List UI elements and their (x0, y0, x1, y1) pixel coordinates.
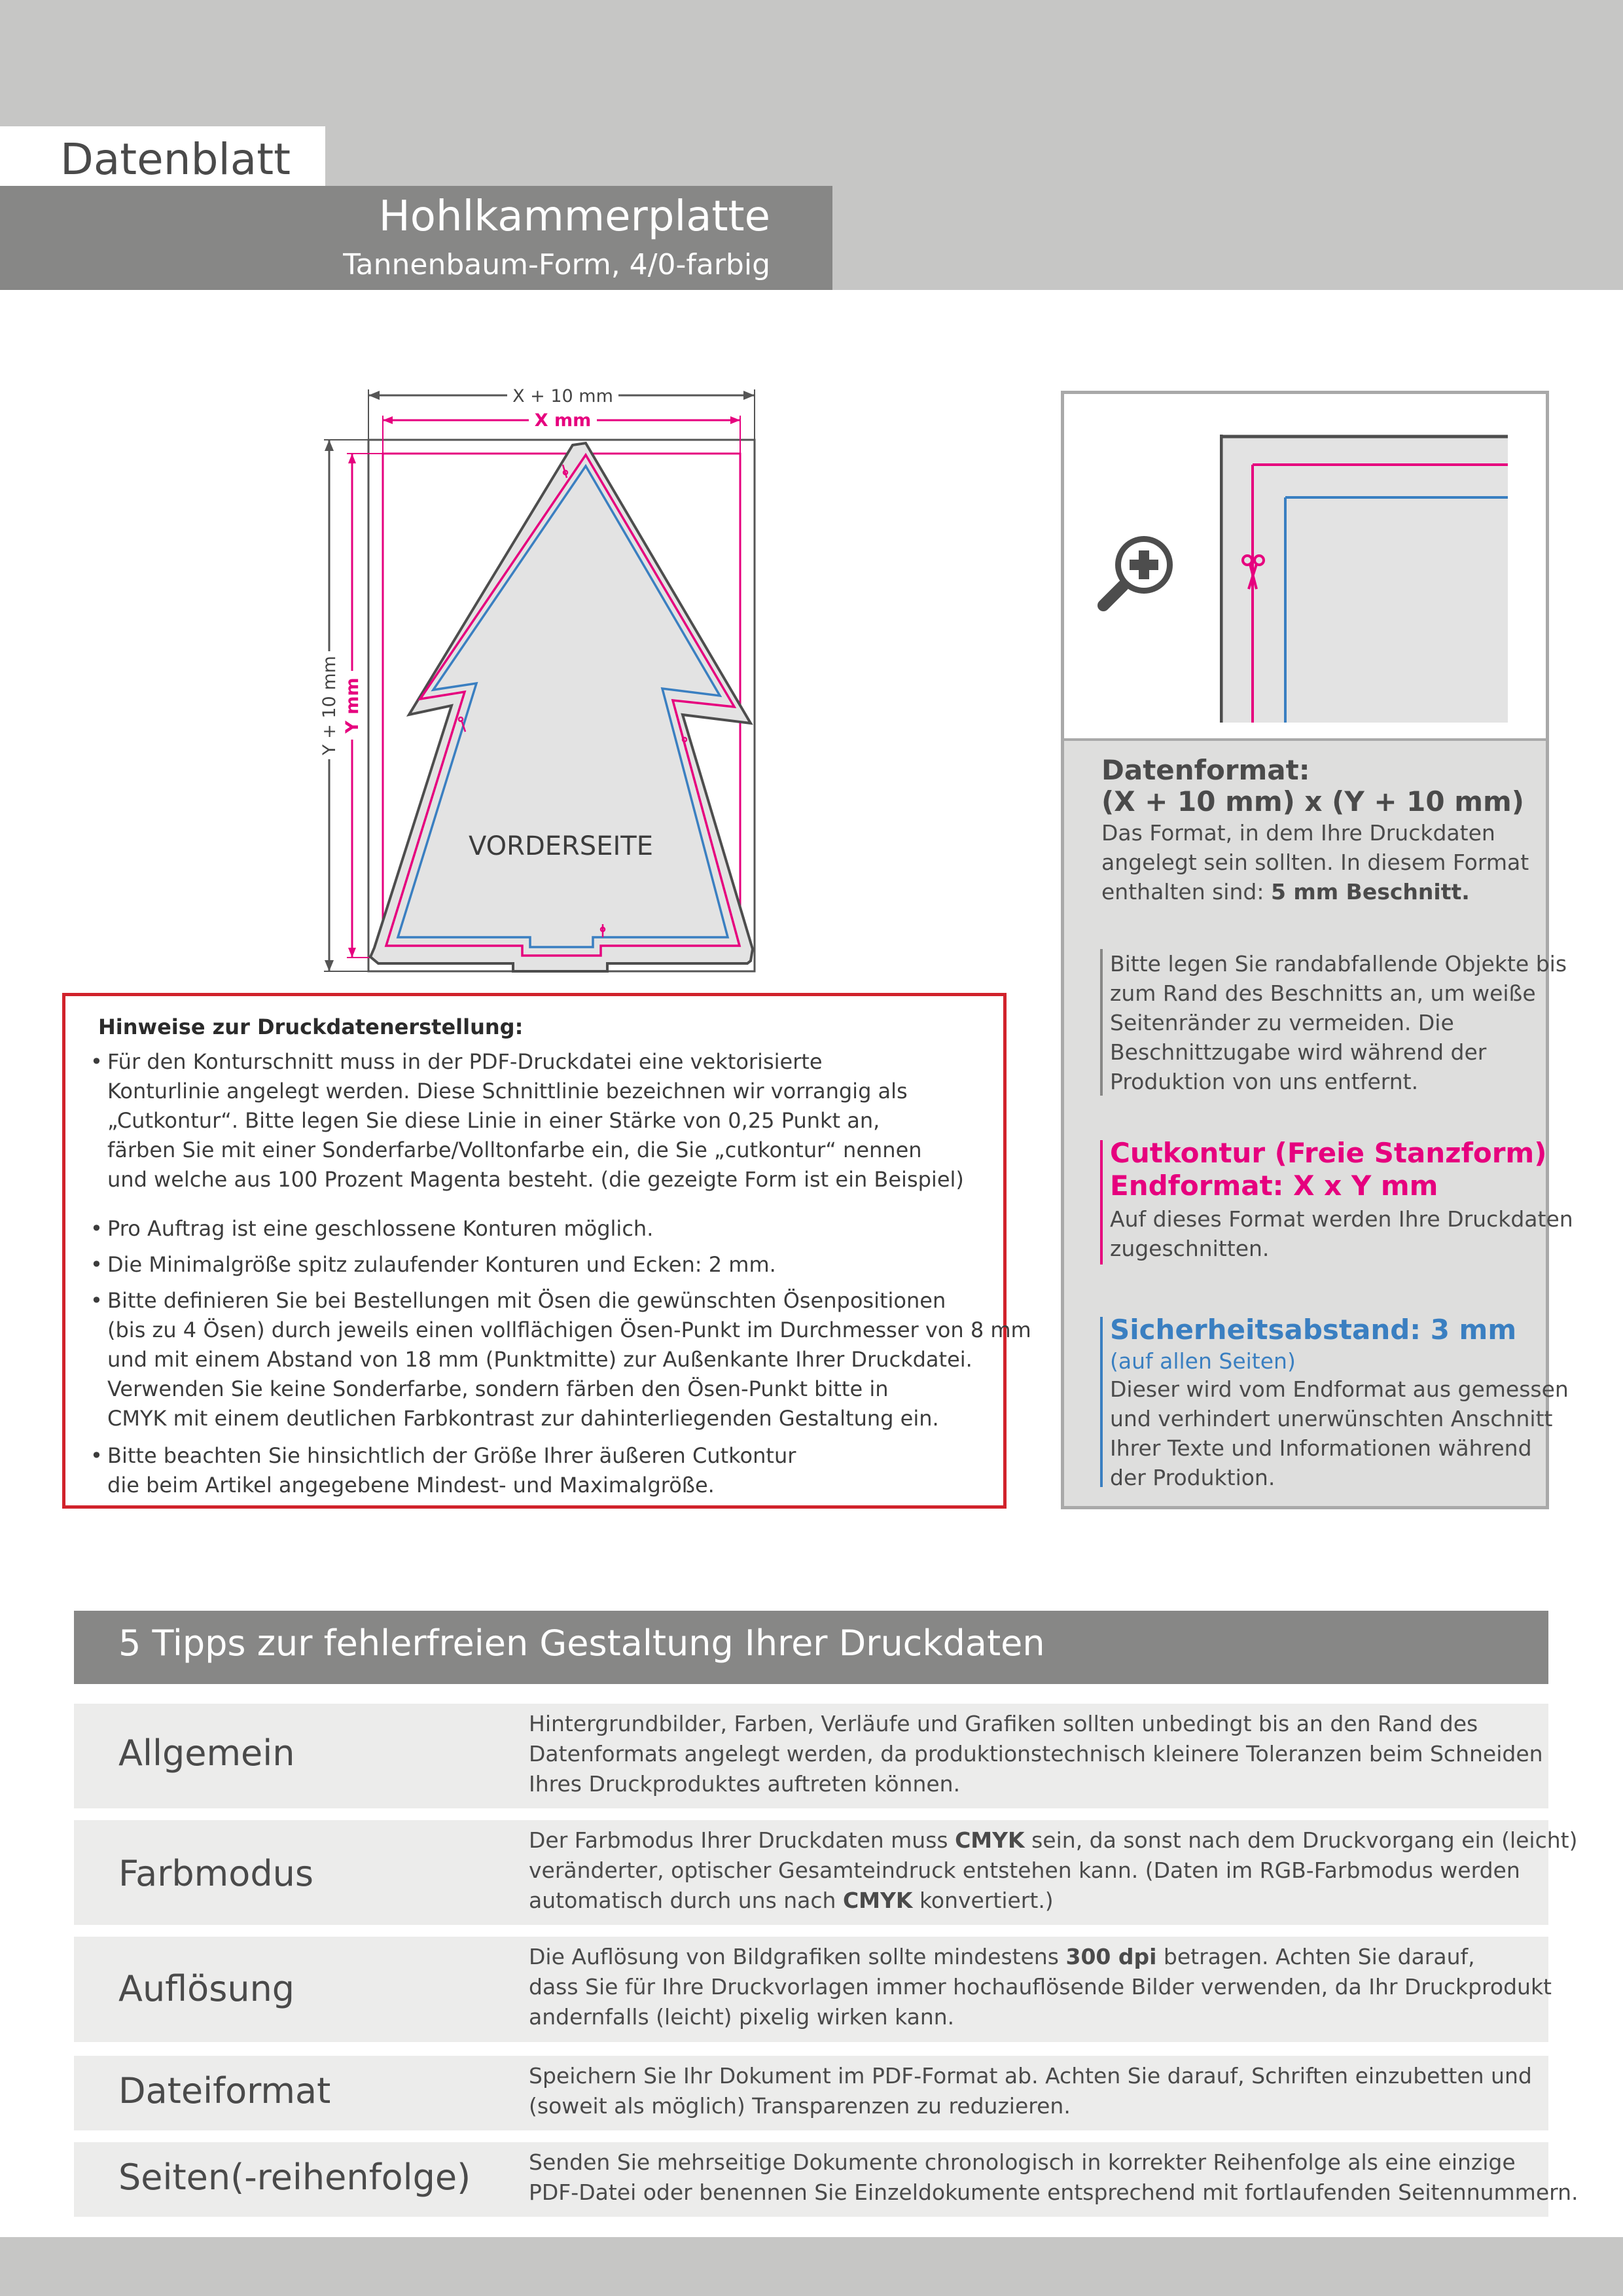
tip-text: Hintergrundbilder, Farben, Verläufe und Grafiken sollten unbedingt bis an den Rand des Datenformats angelegt werden, da produktionstechnisch kleinere Toleranzen beim Schneiden Ihres Druckproduktes auftreten können. (529, 1711, 1543, 1797)
safety-distance-sub: (auf allen Seiten) (1110, 1348, 1296, 1374)
page-subtitle: Tannenbaum-Form, 4/0-farbig (343, 248, 770, 281)
dim-y-inner-label: Y mm (342, 677, 363, 734)
bleed-marker-bar (1100, 949, 1103, 1096)
hints-title: Hinweise zur Druckdatenerstellung: (98, 1014, 524, 1039)
safety-distance-heading: Sicherheitsabstand: 3 mm (1110, 1314, 1517, 1346)
tip-row-allgemein (74, 1704, 1548, 1808)
tip-row-aufloesung (74, 1937, 1552, 2042)
page-title: Hohlkammerplatte (378, 192, 770, 241)
safety-marker-bar (1100, 1317, 1103, 1487)
dim-y-outer-label: Y + 10 mm (319, 656, 340, 755)
tree-bleed-shape (370, 443, 753, 971)
tip-label: Farbmodus (118, 1853, 313, 1894)
dim-x-inner-label: X mm (534, 410, 592, 431)
format-info-area (1064, 741, 1573, 1506)
tip-row-seiten (74, 2142, 1578, 2217)
tip-row-dateiformat (74, 2056, 1548, 2130)
zoom-icon (1096, 528, 1181, 613)
tip-text: Senden Sie mehrseitige Dokumente chronologisch in korrekter Reihenfolge als eine einzige PDF-Datei oder benennen Sie Einzeldokumente entsprechend mit fortlaufenden Seitennummern. (529, 2149, 1578, 2205)
info-panel (1061, 391, 1573, 1509)
side-label: VORDERSEITE (469, 831, 653, 861)
tip-label: Seiten(-reihenfolge) (118, 2157, 471, 2198)
hints-box: Hinweise zur Druckdatenerstellung: • Für den Konturschnitt muss in der PDF-Druckdatei eine vektorisierte Konturlinie angelegt werden. Diese Schnittlinie bezeichnen wir vorrangig als „Cutkontur“. Bitte legen Sie diese Linie in einer Stärke von 0,25 Punkt an, färben Sie mit einer Sonderfarbe/Volltonfarbe ein, die Sie „cutkontur“ nennen und welche aus 100 Prozent Magenta besteht. (die gezeigte Form ist ein Beispiel) • Pro Auftrag ist eine geschlossene Konturen möglich. • Die Minimalgröße spitz zulaufender Konturen und Ecken: 2 mm. • Bitte definieren Sie bei Bestellungen mit Ösen die gewünschten Ösenpositionen (bis zu 4 Ösen) durch jeweils einen vollflächigen Ösen-Punkt im Durchmesser von 8 mm und mit einem Abstand von 18 mm (Punktmitte) zur Außenkante Ihrer Druckdatei. Verwenden Sie keine Sonderfarbe, sondern färben den Ösen-Punkt bitte in CMYK mit einem deutlichen Farbkontrast zur dahinterliegenden Gestaltung ein. • Bitte beachten Sie hinsichtlich der Größe Ihrer äußeren Cutkontur die beim Artikel angegebene Mindest- und Maximalgröße. (62, 993, 1007, 1509)
safety-distance-text: Dieser wird vom Endformat aus gemessen und verhindert unerwünschten Anschnitt Ihrer Texte und Informationen während der Produktion. (1110, 1376, 1569, 1490)
crop-detail-area (1064, 394, 1546, 741)
cut-marker-bar (1100, 1140, 1103, 1265)
footer-band (0, 2237, 1623, 2296)
title-box (0, 186, 832, 290)
tip-label: Allgemein (118, 1732, 295, 1774)
tips-header (74, 1611, 1548, 1684)
data-format-dimensions: (X + 10 mm) x (Y + 10 mm) (1101, 785, 1524, 817)
tip-text: Speichern Sie Ihr Dokument im PDF-Format ab. Achten Sie darauf, Schriften einzubetten und (soweit als möglich) Transparenzen zu reduzieren. (529, 2063, 1532, 2119)
tip-label: Dateiformat (118, 2070, 331, 2111)
doc-label-box (0, 126, 325, 187)
tip-row-farbmodus (74, 1820, 1578, 1925)
tip-text: Die Auflösung von Bildgrafiken sollte mindestens 300 dpi betragen. Achten Sie darauf, dass Sie für Ihre Druckvorlagen immer hochauflösende Bilder verwenden, da Ihr Druckprodukt andernfalls (leicht) pixelig wirken kann. (529, 1944, 1552, 2030)
tips-title: 5 Tipps zur fehlerfreien Gestaltung Ihrer Druckdaten (118, 1623, 1045, 1664)
bleed-text: Bitte legen Sie randabfallende Objekte bis zum Rand des Beschnitts an, um weiße Seitenränder zu vermeiden. Die Beschnittzugabe wird während der Produktion von uns entfernt. (1110, 951, 1567, 1094)
tip-label: Auflösung (118, 1968, 295, 2009)
data-format-text: Das Format, in dem Ihre Druckdaten angelegt sein sollten. In diesem Format enthalten sind: 5 mm Beschnitt. (1101, 820, 1529, 905)
end-format-heading: Endformat: X x Y mm (1110, 1170, 1438, 1202)
cut-contour-heading: Cutkontur (Freie Stanzform) (1110, 1137, 1547, 1169)
doc-label: Datenblatt (60, 134, 291, 185)
crop-detail (1220, 435, 1527, 723)
cut-contour-text: Auf dieses Format werden Ihre Druckdaten zugeschnitten. (1110, 1206, 1573, 1261)
data-format-heading: Datenformat: (1101, 754, 1310, 786)
tip-text: Der Farbmodus Ihrer Druckdaten muss CMYK sein, da sonst nach dem Druckvorgang ein (leicht) veränderter, optischer Gesamteindruck entstehen kann. (Daten im RGB-Farbmodus werden automatisch durch uns nach CMYK konvertiert.) (529, 1827, 1578, 1913)
dim-x-outer-label: X + 10 mm (512, 386, 613, 406)
tree-diagram (308, 380, 766, 982)
